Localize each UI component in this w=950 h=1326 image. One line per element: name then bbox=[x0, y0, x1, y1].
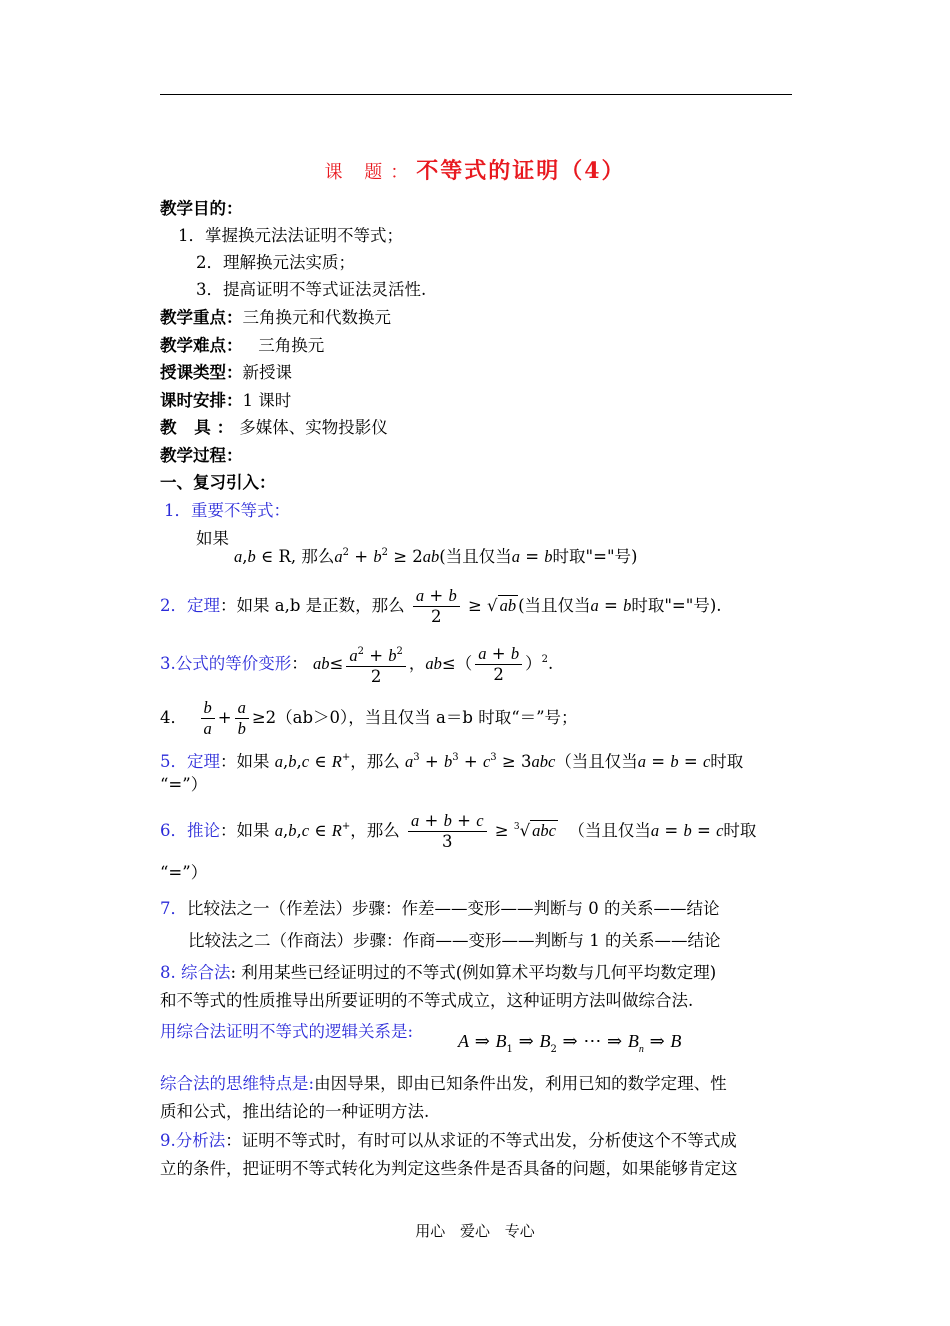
item8-logic-formula: A ⇒ $B_1$ ⇒ $B_2$ ⇒ ⋯ ⇒ $B_n$ ⇒ B bbox=[458, 1031, 682, 1055]
item1-label: 1．重要不等式： bbox=[164, 501, 290, 520]
item7-line1: 7．比较法之一（作差法）步骤：作差——变形——判断与 0 的关系——结论 bbox=[160, 899, 720, 918]
item5-line2: “=”） bbox=[160, 775, 208, 794]
objective-item-1: 1．掌握换元法法证明不等式； bbox=[178, 226, 403, 245]
objective-item-2: 2．理解换元法实质； bbox=[196, 253, 355, 272]
page-title bbox=[0, 154, 950, 185]
header-rule bbox=[160, 94, 792, 95]
item9-line2: 立的条件，把证明不等式转化为判定这些条件是否具备的问题，如果能够肯定这 bbox=[160, 1159, 738, 1178]
item8-line1: 8. 综合法: 利用某些已经证明过的不等式(例如算术平均数与几何平均数定理) bbox=[160, 963, 717, 982]
item9-line1: 9.分析法：证明不等式时，有时可以从求证的不等式出发，分析使这个不等式成 bbox=[160, 1131, 737, 1150]
tools: 教 具：多媒体、实物投影仪 bbox=[160, 418, 388, 437]
lesson-type: 授课类型：新授课 bbox=[160, 363, 292, 382]
item1-lead: 如果 bbox=[196, 529, 229, 548]
item6: 6．推论：如果 a,b,c ∈ R+，那么 $\frac{a + b + c}{3}$ ≥ $^3$√ abc （当且仅当a = b = c时取 bbox=[160, 811, 757, 851]
title-prefix: 课 题： bbox=[324, 162, 417, 183]
item3: 3.公式的等价变形： ab≤ $\frac{a^2 + b^2}{2}$ ，ab≤（ $\frac{a + b}{2}$ ）$^2$. bbox=[160, 644, 554, 686]
item1-formula: a,b ∈ R, 那么$a^2 + b^2 \ge 2ab$(当且仅当a = b时取"="号) bbox=[234, 547, 638, 566]
title-main: 不等式的证明（4） bbox=[416, 158, 626, 184]
process-heading: 教学过程： bbox=[160, 446, 243, 465]
item8-feature-line1: 综合法的思维特点是:由因导果，即由已知条件出发，利用已知的数学定理、性 bbox=[160, 1074, 727, 1093]
item4: 4． $\frac{b}{a}$ + $\frac{a}{b}$ ≥2（ab＞0），当且仅当 a＝b 时取“＝”号； bbox=[160, 698, 578, 738]
objectives-heading: 教学目的： bbox=[160, 199, 243, 218]
section1-heading: 一、复习引入： bbox=[160, 473, 276, 492]
item5: 5．定理：如果 a,b,c ∈ R+，那么 $a^3 + b^3 + c^3 \ge 3abc$（当且仅当a = b = c时取 bbox=[160, 752, 744, 771]
item8-line2: 和不等式的性质推导出所要证明的不等式成立，这种证明方法叫做综合法. bbox=[160, 991, 694, 1010]
schedule: 课时安排：1 课时 bbox=[160, 391, 292, 410]
item2: 2．定理：如果 a,b 是正数，那么 $\frac{a + b}{2}$ ≥ √ ab (当且仅当a = b时取"="号). bbox=[160, 586, 722, 626]
item8-logic-label: 用综合法证明不等式的逻辑关系是: bbox=[160, 1022, 414, 1041]
item8-feature-line2: 质和公式，推出结论的一种证明方法. bbox=[160, 1102, 430, 1121]
key-point: 教学重点：三角换元和代数换元 bbox=[160, 308, 391, 327]
difficulty: 教学难点： 三角换元 bbox=[160, 336, 325, 355]
item7-line2: 比较法之二（作商法）步骤：作商——变形——判断与 1 的关系——结论 bbox=[188, 931, 721, 950]
page-footer: 用心 爱心 专心 bbox=[415, 1222, 535, 1240]
objective-item-3: 3．提高证明不等式证法灵活性. bbox=[196, 280, 427, 299]
item6-line2: “=”） bbox=[160, 863, 208, 882]
